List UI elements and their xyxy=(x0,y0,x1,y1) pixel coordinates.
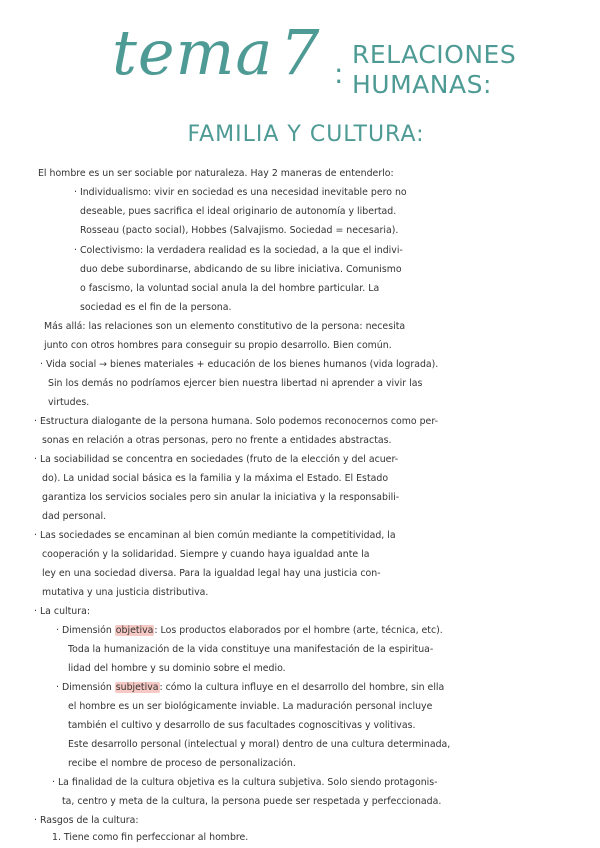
text-line: El hombre es un ser sociable por naturaleza. Hay 2 maneras de entenderlo: xyxy=(38,168,394,179)
text-line: Rosseau (pacto social), Hobbes (Salvajismo. Sociedad = necesaria). xyxy=(80,225,399,236)
text-line: Toda la humanización de la vida constituye una manifestación de la espiritua- xyxy=(68,644,434,655)
text-line: virtudes. xyxy=(48,397,90,408)
text-line: · Las sociedades se encaminan al bien común mediante la competitividad, la xyxy=(34,530,396,541)
text-line: do). La unidad social básica es la familia y la máxima el Estado. El Estado xyxy=(42,473,389,484)
title-tema-word: tema xyxy=(112,16,274,89)
text-line: · La sociabilidad se concentra en sociedades (fruto de la elección y del acuer- xyxy=(34,454,399,465)
text-line: Más allá: las relaciones son un elemento constitutivo de la persona: necesita xyxy=(44,321,406,332)
text-line: garantiza los servicios sociales pero sin anular la iniciativa y la responsabili- xyxy=(42,492,400,503)
subtitle-text: FAMILIA Y CULTURA: xyxy=(187,122,425,147)
text-segment: : Los productos elaborados por el hombre (arte, técnica, etc). xyxy=(154,625,443,636)
text-line: cooperación y la solidaridad. Siempre y cuando haya igualdad ante la xyxy=(42,549,370,560)
text-line: duo debe subordinarse, abdicando de su libre iniciativa. Comunismo xyxy=(80,264,402,275)
text-line: Sin los demás no podríamos ejercer bien nuestra libertad ni aprender a vivir las xyxy=(48,378,423,389)
text-line: dad personal. xyxy=(42,511,107,522)
text-line: sonas en relación a otras personas, pero no frente a entidades abstractas. xyxy=(42,435,392,446)
text-line: recibe el nombre de proceso de personalización. xyxy=(68,758,296,769)
text-line-subjetiva xyxy=(56,678,444,697)
text-line-objetiva xyxy=(56,621,443,640)
text-line: · Colectivismo: la verdadera realidad es la sociedad, a la que el indivi- xyxy=(74,245,403,256)
title-topic-line1: RELACIONES xyxy=(352,40,517,69)
text-segment: : cómo la cultura influye en el desarrollo del hombre, sin ella xyxy=(159,682,445,693)
text-line: sociedad es el fin de la persona. xyxy=(80,302,232,313)
text-line: o fascismo, la voluntad social anula la del hombre particular. La xyxy=(80,283,380,294)
text-line: · Rasgos de la cultura: xyxy=(34,815,139,826)
text-line: también el cultivo y desarrollo de sus facultades cognoscitivas y volitivas. xyxy=(68,720,416,731)
text-line: Este desarrollo personal (intelectual y moral) dentro de una cultura determinada, xyxy=(68,739,451,750)
text-line: · Estructura dialogante de la persona humana. Solo podemos reconocernos como per- xyxy=(34,416,438,427)
text-line: · Vida social → bienes materiales + educación de los bienes humanos (vida lograda). xyxy=(40,359,439,370)
title-topic xyxy=(352,40,516,100)
title-tema-number: 7 xyxy=(280,16,320,89)
highlight-objetiva: objetiva xyxy=(115,625,154,636)
text-segment: · Dimensión xyxy=(56,625,112,636)
text-line: junto con otros hombres para conseguir su propio desarrollo. Bien común. xyxy=(44,340,392,351)
title-topic-line2: HUMANAS: xyxy=(352,70,492,99)
text-line: · Individualismo: vivir en sociedad es una necesidad inevitable pero no xyxy=(74,187,407,198)
text-line: el hombre es un ser biológicamente inviable. La maduración personal incluye xyxy=(68,701,433,712)
highlight-subjetiva: subjetiva xyxy=(115,682,159,693)
subtitle xyxy=(0,122,600,147)
text-line: deseable, pues sacrifica el ideal originario de autonomía y libertad. xyxy=(80,206,397,217)
text-line: 1. Tiene como fin perfeccionar al hombre. xyxy=(52,832,249,843)
text-segment: · Dimensión xyxy=(56,682,112,693)
text-line: mutativa y una justicia distributiva. xyxy=(42,587,209,598)
text-line: lidad del hombre y su dominio sobre el medio. xyxy=(68,663,286,674)
text-line: · La cultura: xyxy=(34,606,90,617)
text-line: · La finalidad de la cultura objetiva es la cultura subjetiva. Solo siendo protagonis- xyxy=(52,777,438,788)
title-colon: : xyxy=(334,57,344,90)
text-line: ley en una sociedad diversa. Para la igualdad legal hay una justicia con- xyxy=(42,568,381,579)
text-line: ta, centro y meta de la cultura, la persona puede ser respetada y perfeccionada. xyxy=(62,796,442,807)
